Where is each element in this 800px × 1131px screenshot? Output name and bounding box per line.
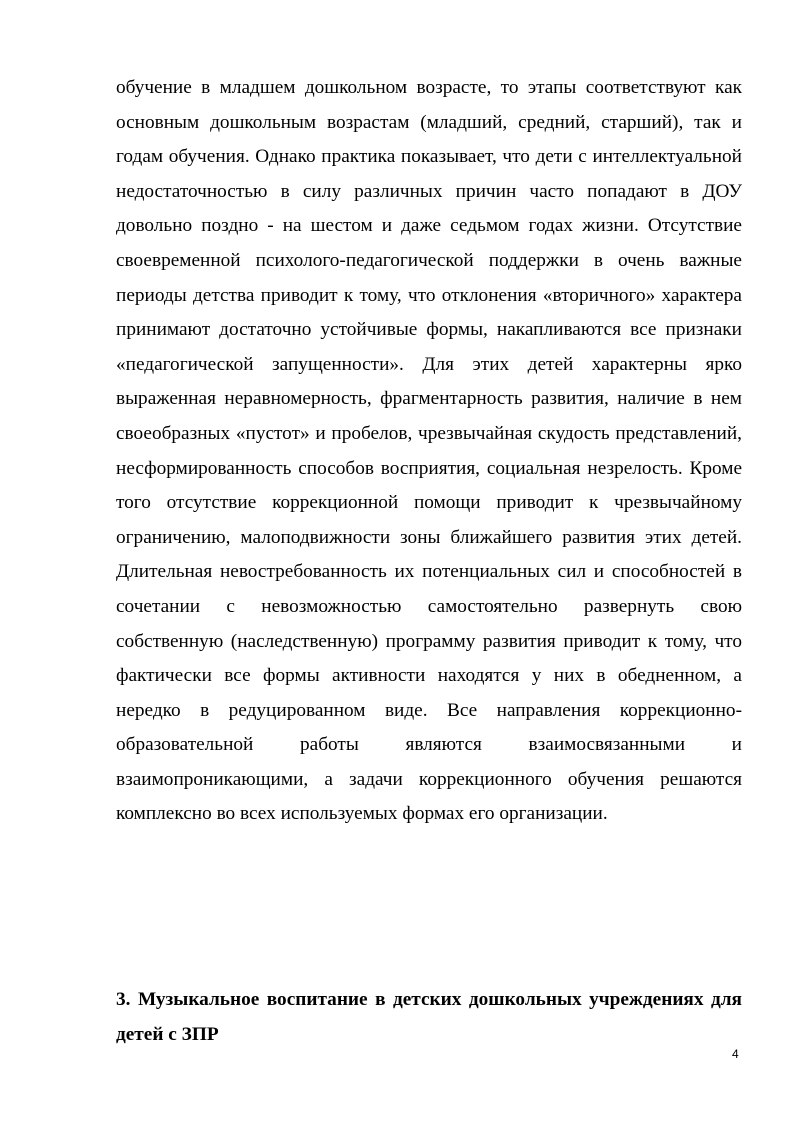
body-paragraph: обучение в младшем дошкольном возрасте, то этапы соответствуют как основным дошкольным возрастам (младший, средний, старший), так и годам обучения. Однако практика показывает, что дети с интеллектуальной недостаточностью в силу различных причин часто попадают в ДОУ довольно поздно - на шестом и даже седьмом годах жизни. Отсутствие своевременной психолого-педагогической поддержки в очень важные периоды детства приводит к тому, что отклонения «вторичного» характера принимают достаточно устойчивые формы, накапливаются все признаки «педагогической запущенности». Для этих детей характерны ярко выраженная неравномерность, фрагментарность развития, наличие в нем своеобразных «пустот» и пробелов, чрезвычайная скудость представлений, несформированность способов восприятия, социальная незрелость. Кроме того отсутствие коррекционной помощи приводит к чрезвычайному ограничению, малоподвижности зоны ближайшего развития этих детей. Длительная невостребованность их потенциальных сил и способностей в сочетании с невозможностью самостоятельно развернуть свою собственную (наследственную) программу развития приводит к тому, что фактически все формы активности находятся у них в обедненном, а нередко в редуцированном виде. Все направления коррекционно-образовательной работы являются взаимосвязанными и взаимопроникающими, а задачи коррекционного обучения решаются комплексно во всех используемых формах его организации. bbox=[116, 77, 742, 825]
section-heading: 3. Музыкальное воспитание в детских дошкольных учреждениях для детей с ЗПР bbox=[116, 989, 742, 1045]
page-number: 4 bbox=[732, 1047, 739, 1061]
